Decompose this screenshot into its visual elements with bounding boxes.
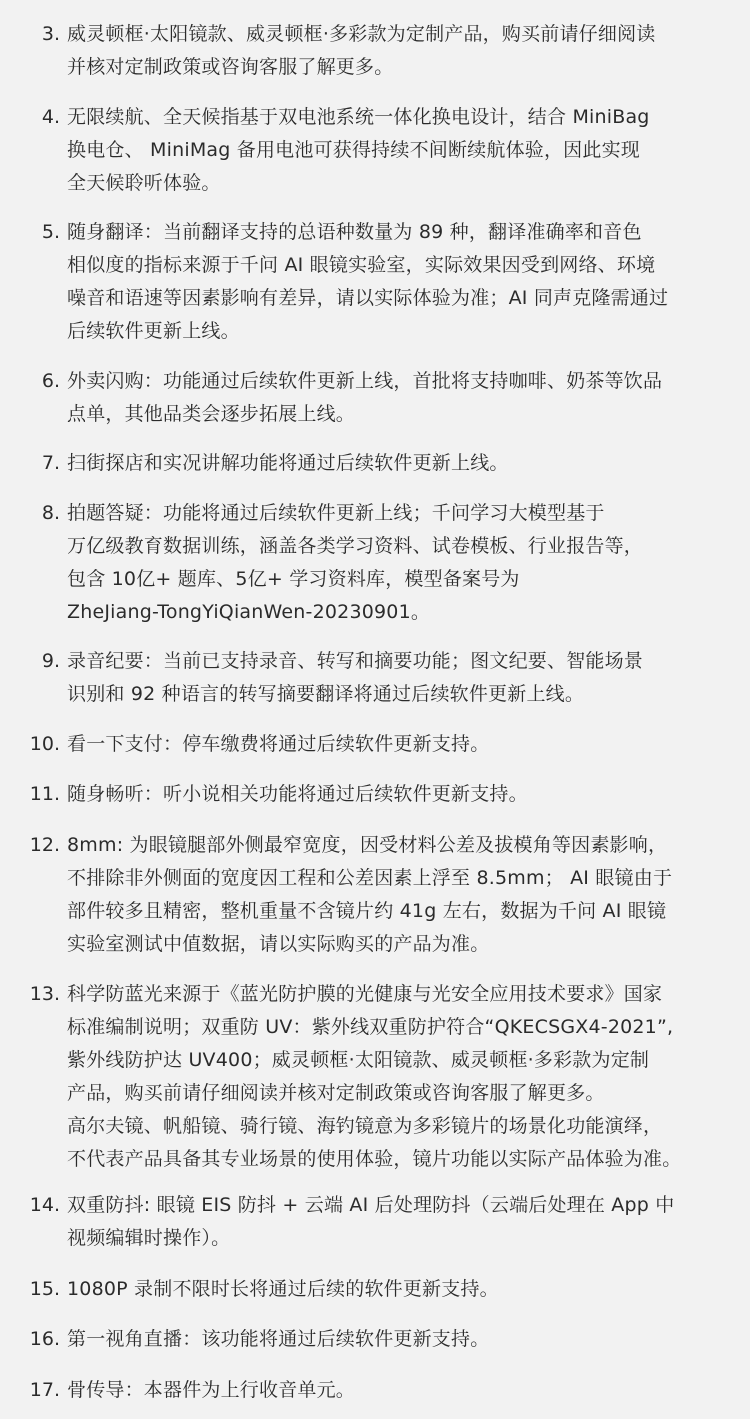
footnote-line: 全天候聆听体验。 bbox=[67, 172, 221, 194]
footnote-line: 录音纪要：当前已支持录音、转写和摘要功能；图文纪要、智能场景 bbox=[67, 650, 644, 672]
footnote-line: 并核对定制政策或咨询客服了解更多。 bbox=[67, 56, 394, 78]
footnote-number: 8. bbox=[41, 502, 60, 524]
footnote-line: 拍题答疑：功能将通过后续软件更新上线；千问学习大模型基于 bbox=[67, 502, 605, 524]
footnote-number: 13. bbox=[29, 983, 60, 1005]
footnote-line: 换电仓、 MiniMag 备用电池可获得持续不间断续航体验，因此实现 bbox=[67, 139, 640, 161]
footnote-line: 部件较多且精密，整机重量不含镜片约 41g 左右，数据为千问 AI 眼镜 bbox=[67, 900, 667, 922]
footnote-line: 紫外线防护达 UV400；威灵顿框·太阳镜款、威灵顿框·多彩款为定制 bbox=[67, 1049, 650, 1071]
footnote-line: 万亿级教育数据训练，涵盖各类学习资料、试卷模板、行业报告等， bbox=[67, 535, 644, 557]
footnote-line: 双重防抖: 眼镜 EIS 防抖 + 云端 AI 后处理防抖（云端后处理在 App 中 bbox=[67, 1194, 675, 1216]
footnote-number: 7. bbox=[41, 452, 60, 474]
footnote-line: 不排除非外侧面的宽度因工程和公差因素上浮至 8.5mm； AI 眼镜由于 bbox=[67, 867, 673, 889]
footnote-number: 12. bbox=[29, 834, 60, 856]
footnote-line: 噪音和语速等因素影响有差异，请以实际体验为准；AI 同声克隆需通过 bbox=[67, 287, 669, 309]
footnote-line: 识别和 92 种语言的转写摘要翻译将通过后续软件更新上线。 bbox=[67, 683, 585, 705]
footnote-number: 16. bbox=[29, 1328, 60, 1350]
footnote-line: 后续软件更新上线。 bbox=[67, 320, 240, 342]
footnote-line: 相似度的指标来源于千问 AI 眼镜实验室，实际效果因受到网络、环境 bbox=[67, 254, 656, 276]
footnote-number: 15. bbox=[29, 1278, 60, 1300]
footnote-line: 点单，其他品类会逐步拓展上线。 bbox=[67, 403, 356, 425]
footnote-line: 科学防蓝光来源于《蓝光防护膜的光健康与光安全应用技术要求》国家 bbox=[67, 983, 663, 1005]
footnote-line: 视频编辑时操作）。 bbox=[67, 1227, 231, 1249]
footnote-line: 第一视角直播：该功能将通过后续软件更新支持。 bbox=[67, 1328, 490, 1350]
footnote-number: 9. bbox=[41, 650, 60, 672]
footnote-line: 骨传导：本器件为上行收音单元。 bbox=[67, 1379, 356, 1401]
footnote-number: 4. bbox=[41, 106, 60, 128]
footnote-line: 无限续航、全天候指基于双电池系统一体化换电设计，结合 MiniBag bbox=[67, 106, 650, 128]
footnote-number: 14. bbox=[29, 1194, 60, 1216]
footnote-line: ZheJiang-TongYiQianWen-20230901。 bbox=[67, 601, 431, 623]
footnote-number: 3. bbox=[41, 23, 60, 45]
footnote-line: 高尔夫镜、帆船镜、骑行镜、海钓镜意为多彩镜片的场景化功能演绎， bbox=[67, 1115, 663, 1137]
footnote-line: 实验室测试中值数据，请以实际购买的产品为准。 bbox=[67, 933, 490, 955]
footnote-line: 外卖闪购：功能通过后续软件更新上线，首批将支持咖啡、奶茶等饮品 bbox=[67, 370, 663, 392]
footnote-number: 6. bbox=[41, 370, 60, 392]
footnote-number: 11. bbox=[29, 783, 60, 805]
footnote-line: 包含 10亿+ 题库、5亿+ 学习资料库，模型备案号为 bbox=[67, 568, 520, 590]
footnote-line: 威灵顿框·太阳镜款、威灵顿框·多彩款为定制产品，购买前请仔细阅读 bbox=[67, 23, 656, 45]
footnote-line: 产品，购买前请仔细阅读并核对定制政策或咨询客服了解更多。 bbox=[67, 1082, 605, 1104]
footnote-line: 看一下支付：停车缴费将通过后续软件更新支持。 bbox=[67, 733, 490, 755]
footnote-number: 10. bbox=[29, 733, 60, 755]
footnote-line: 8mm: 为眼镜腿部外侧最窄宽度，因受材料公差及拔模角等因素影响， bbox=[67, 834, 668, 856]
footnote-line: 标准编制说明；双重防 UV：紫外线双重防护符合“QKECSGX4-2021”, bbox=[67, 1016, 674, 1038]
footnote-number: 17. bbox=[29, 1379, 60, 1401]
footnote-line: 随身畅听：听小说相关功能将通过后续软件更新支持。 bbox=[67, 783, 528, 805]
footnote-line: 不代表产品具备其专业场景的使用体验，镜片功能以实际产品体验为准。 bbox=[67, 1148, 682, 1170]
footnote-line: 1080P 录制不限时长将通过后续的软件更新支持。 bbox=[67, 1278, 499, 1300]
footnote-line: 扫街探店和实况讲解功能将通过后续软件更新上线。 bbox=[67, 452, 509, 474]
footnote-number: 5. bbox=[41, 221, 60, 243]
footnote-line: 随身翻译：当前翻译支持的总语种数量为 89 种，翻译准确率和音色 bbox=[67, 221, 642, 243]
